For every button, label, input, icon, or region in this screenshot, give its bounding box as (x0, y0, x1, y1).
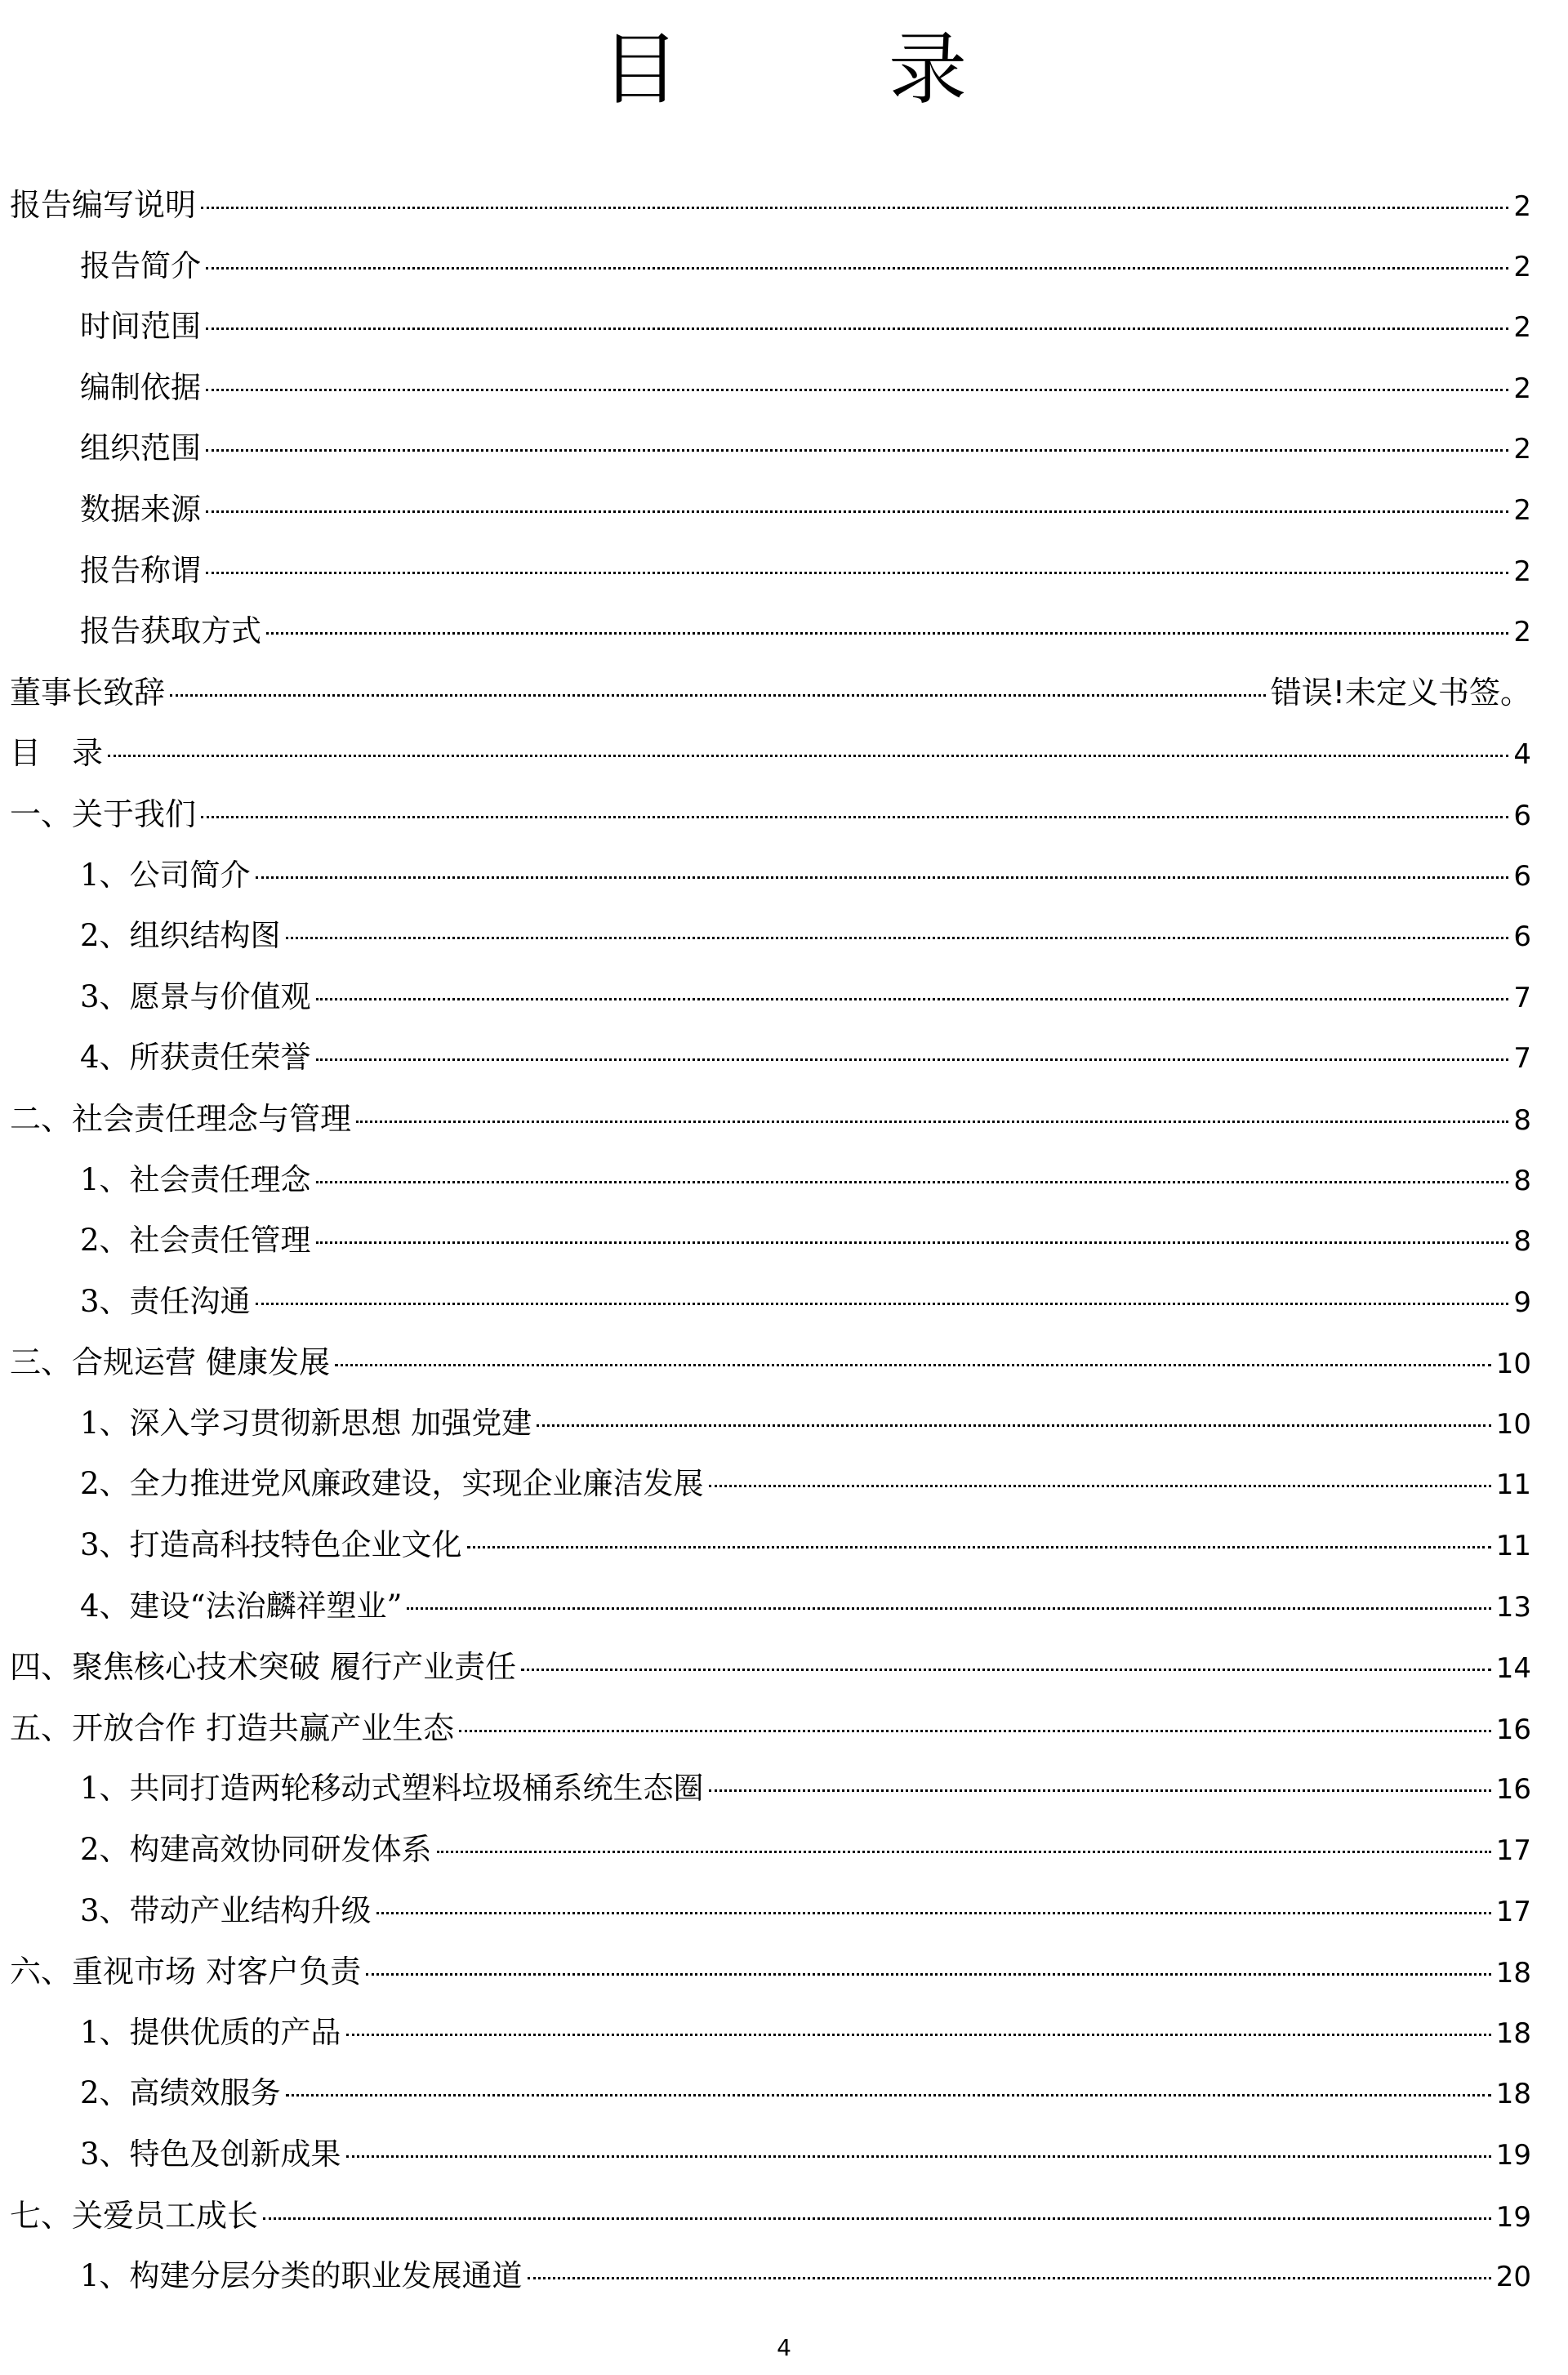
toc-entry-page: 2 (1513, 372, 1531, 405)
toc-entry-label: 1、提供优质的产品 (80, 2014, 341, 2050)
toc-entry-label: 2、高绩效服务 (80, 2075, 281, 2111)
toc-entry-level2[interactable] (10, 1393, 1531, 1455)
toc-entry-label: 3、带动产业结构升级 (80, 1892, 372, 1928)
toc-entry-level1[interactable] (10, 784, 1531, 845)
toc-entry-label: 1、深入学习贯彻新思想 加强党建 (80, 1405, 532, 1441)
toc-entry-level1[interactable] (10, 2186, 1531, 2247)
toc-entry-page: 8 (1513, 1225, 1531, 1259)
toc-entry-level2[interactable] (10, 1272, 1531, 1333)
toc-entry-page: 2 (1513, 311, 1531, 345)
toc-entry-level2[interactable] (10, 1820, 1531, 1881)
toc-leader-dots (467, 1546, 1491, 1548)
toc-entry-page: 11 (1495, 1530, 1531, 1563)
toc-leader-dots (206, 328, 1508, 330)
toc-entry-page: 18 (1495, 2016, 1531, 2050)
toc-entry-label: 编制依据 (80, 369, 201, 405)
toc-entry-label: 3、特色及创新成果 (80, 2137, 341, 2172)
toc-entry-label: 三、合规运营 健康发展 (10, 1344, 331, 1381)
toc-entry-label: 报告获取方式 (80, 613, 261, 649)
toc-entry-page: 8 (1513, 1103, 1531, 1137)
toc-entry-page: 4 (1513, 738, 1531, 772)
toc-leader-dots (376, 1912, 1491, 1914)
toc-entry-label: 董事长致辞 (10, 674, 166, 711)
toc-entry-level2[interactable] (10, 358, 1531, 419)
toc-entry-level2[interactable] (10, 845, 1531, 907)
toc-leader-dots (521, 1669, 1491, 1671)
toc-entry-page: 2 (1513, 433, 1531, 466)
toc-entry-page: 20 (1495, 2261, 1531, 2294)
toc-entry-page: 10 (1495, 1348, 1531, 1381)
toc-entry-page: 17 (1495, 1895, 1531, 1928)
toc-entry-page: 2 (1513, 190, 1531, 223)
toc-leader-dots (528, 2277, 1491, 2279)
toc-leader-dots (201, 207, 1508, 209)
toc-entry-label: 4、建设“法治麟祥塑业” (80, 1588, 403, 1624)
toc-entry-page: 18 (1495, 1957, 1531, 1990)
toc-leader-dots (206, 449, 1508, 452)
toc-entry-level1[interactable] (10, 1637, 1531, 1698)
toc-entry-page: 11 (1495, 1468, 1531, 1502)
toc-entry-label: 3、愿景与价值观 (80, 978, 311, 1014)
toc-entry-level2[interactable] (10, 479, 1531, 541)
toc-entry-label: 1、社会责任理念 (80, 1161, 311, 1197)
toc-leader-dots (316, 1181, 1509, 1183)
toc-entry-level2[interactable] (10, 601, 1531, 662)
toc-entry-page: 17 (1495, 1834, 1531, 1868)
toc-entry-label: 3、打造高科技特色企业文化 (80, 1527, 462, 1563)
toc-entry-level2[interactable] (10, 906, 1531, 967)
toc-entry-page: 6 (1513, 920, 1531, 954)
toc-entry-page: 8 (1513, 1164, 1531, 1197)
toc-leader-dots (459, 1730, 1491, 1732)
toc-entry-level1[interactable] (10, 723, 1531, 784)
toc-entry-label: 1、公司简介 (80, 857, 251, 893)
toc-leader-dots (206, 572, 1508, 574)
toc-entry-label: 3、责任沟通 (80, 1283, 251, 1319)
toc-entry-page: 14 (1495, 1652, 1531, 1686)
toc-entry-label: 2、全力推进党风廉政建设，实现企业廉洁发展 (80, 1466, 704, 1502)
toc-entry-page: 2 (1513, 616, 1531, 649)
toc-leader-dots (266, 632, 1508, 635)
toc-entry-page: 6 (1513, 859, 1531, 893)
toc-leader-dots (170, 694, 1266, 697)
toc-leader-dots (201, 816, 1508, 818)
toc-entry-level2[interactable] (10, 1150, 1531, 1211)
toc-leader-dots (286, 937, 1509, 939)
toc-entry-level2[interactable] (10, 2246, 1531, 2307)
page-number: 4 (777, 2334, 791, 2361)
toc-entry-label: 4、所获责任荣誉 (80, 1040, 311, 1076)
toc-entry-page: 10 (1495, 1407, 1531, 1441)
toc-entry-level2[interactable] (10, 236, 1531, 297)
toc-entry-level2[interactable] (10, 541, 1531, 602)
toc-leader-dots (346, 2155, 1491, 2158)
toc-leader-dots (206, 267, 1508, 270)
toc-entry-level2[interactable] (10, 1576, 1531, 1638)
toc-entry-label: 数据来源 (80, 491, 201, 527)
toc-entry-page: 7 (1513, 1042, 1531, 1076)
toc-entry-level1[interactable] (10, 1698, 1531, 1759)
toc-leader-dots (537, 1424, 1490, 1427)
toc-leader-dots (206, 510, 1508, 513)
toc-entry-label: 七、关爱员工成长 (10, 2197, 259, 2234)
toc-entry-label: 五、开放合作 打造共赢产业生态 (10, 1709, 455, 1746)
toc-entry-label: 组织范围 (80, 430, 201, 466)
toc-entry-page: 16 (1495, 1713, 1531, 1746)
toc-leader-dots (335, 1364, 1491, 1366)
toc-entry-label: 四、聚焦核心技术突破 履行产业责任 (10, 1649, 517, 1686)
toc-entry-page: 2 (1513, 555, 1531, 588)
toc-entry-label: 时间范围 (80, 309, 201, 345)
toc-entry-level2[interactable] (10, 1210, 1531, 1272)
toc-entry-level2[interactable] (10, 418, 1531, 479)
toc-leader-dots (346, 2034, 1491, 2036)
toc-entry-page: 2 (1513, 250, 1531, 283)
toc-entry-label: 2、组织结构图 (80, 918, 281, 954)
toc-entry-level1[interactable] (10, 1941, 1531, 2003)
toc-leader-dots (356, 1121, 1508, 1123)
toc-entry-label: 目 录 (10, 735, 104, 772)
toc-leader-dots (316, 1058, 1509, 1061)
toc-entry-page: 错误!未定义书签。 (1270, 674, 1531, 711)
toc-entry-level2[interactable] (10, 296, 1531, 358)
toc-leader-dots (366, 1973, 1491, 1976)
toc-entry-label: 报告简介 (80, 247, 201, 283)
toc-entry-level2[interactable] (10, 1454, 1531, 1515)
toc-entry-page: 9 (1513, 1286, 1531, 1319)
toc-leader-dots (407, 1607, 1490, 1610)
toc-entry-label: 报告称谓 (80, 552, 201, 588)
toc-entry-page: 18 (1495, 2078, 1531, 2111)
toc-entry-level1[interactable] (10, 662, 1531, 724)
toc-leader-dots (206, 389, 1508, 391)
toc-entry-page: 6 (1513, 799, 1531, 832)
toc-entry-level2[interactable] (10, 2003, 1531, 2064)
toc-entry-level1[interactable] (10, 1089, 1531, 1150)
toc-entry-label: 2、社会责任管理 (80, 1223, 311, 1259)
toc-leader-dots (709, 1485, 1491, 1487)
page-title: 目 录 (601, 24, 1032, 115)
toc-entry-label: 报告编写说明 (10, 187, 197, 223)
toc-entry-page: 13 (1495, 1590, 1531, 1624)
toc-entry-level2[interactable] (10, 2124, 1531, 2186)
toc-entry-label: 六、重视市场 对客户负责 (10, 1954, 362, 1990)
toc-entry-label: 2、构建高效协同研发体系 (80, 1832, 432, 1868)
toc-leader-dots (316, 1241, 1509, 1244)
toc-entry-level2[interactable] (10, 1027, 1531, 1089)
toc-entry-page: 7 (1513, 981, 1531, 1014)
table-of-contents (10, 175, 1531, 2307)
toc-entry-level2[interactable] (10, 1881, 1531, 1942)
toc-entry-page: 16 (1495, 1773, 1531, 1807)
toc-entry-label: 1、共同打造两轮移动式塑料垃圾桶系统生态圈 (80, 1771, 704, 1807)
toc-entry-level2[interactable] (10, 1515, 1531, 1576)
toc-entry-level2[interactable] (10, 1758, 1531, 1820)
toc-entry-page: 19 (1495, 2200, 1531, 2234)
toc-leader-dots (263, 2217, 1491, 2220)
toc-leader-dots (256, 876, 1509, 879)
toc-leader-dots (437, 1851, 1491, 1853)
toc-leader-dots (316, 998, 1509, 1000)
toc-entry-level2[interactable] (10, 967, 1531, 1028)
toc-leader-dots (709, 1789, 1491, 1792)
toc-entry-label: 一、关于我们 (10, 795, 197, 832)
toc-leader-dots (256, 1303, 1509, 1305)
toc-entry-page: 2 (1513, 493, 1531, 527)
toc-entry-level1[interactable] (10, 175, 1531, 236)
toc-entry-page: 19 (1495, 2139, 1531, 2172)
toc-entry-level1[interactable] (10, 1332, 1531, 1393)
toc-entry-label: 二、社会责任理念与管理 (10, 1100, 352, 1137)
toc-entry-label: 1、构建分层分类的职业发展通道 (80, 2258, 523, 2294)
toc-leader-dots (286, 2094, 1491, 2097)
toc-leader-dots (108, 755, 1508, 757)
toc-entry-level2[interactable] (10, 2063, 1531, 2124)
